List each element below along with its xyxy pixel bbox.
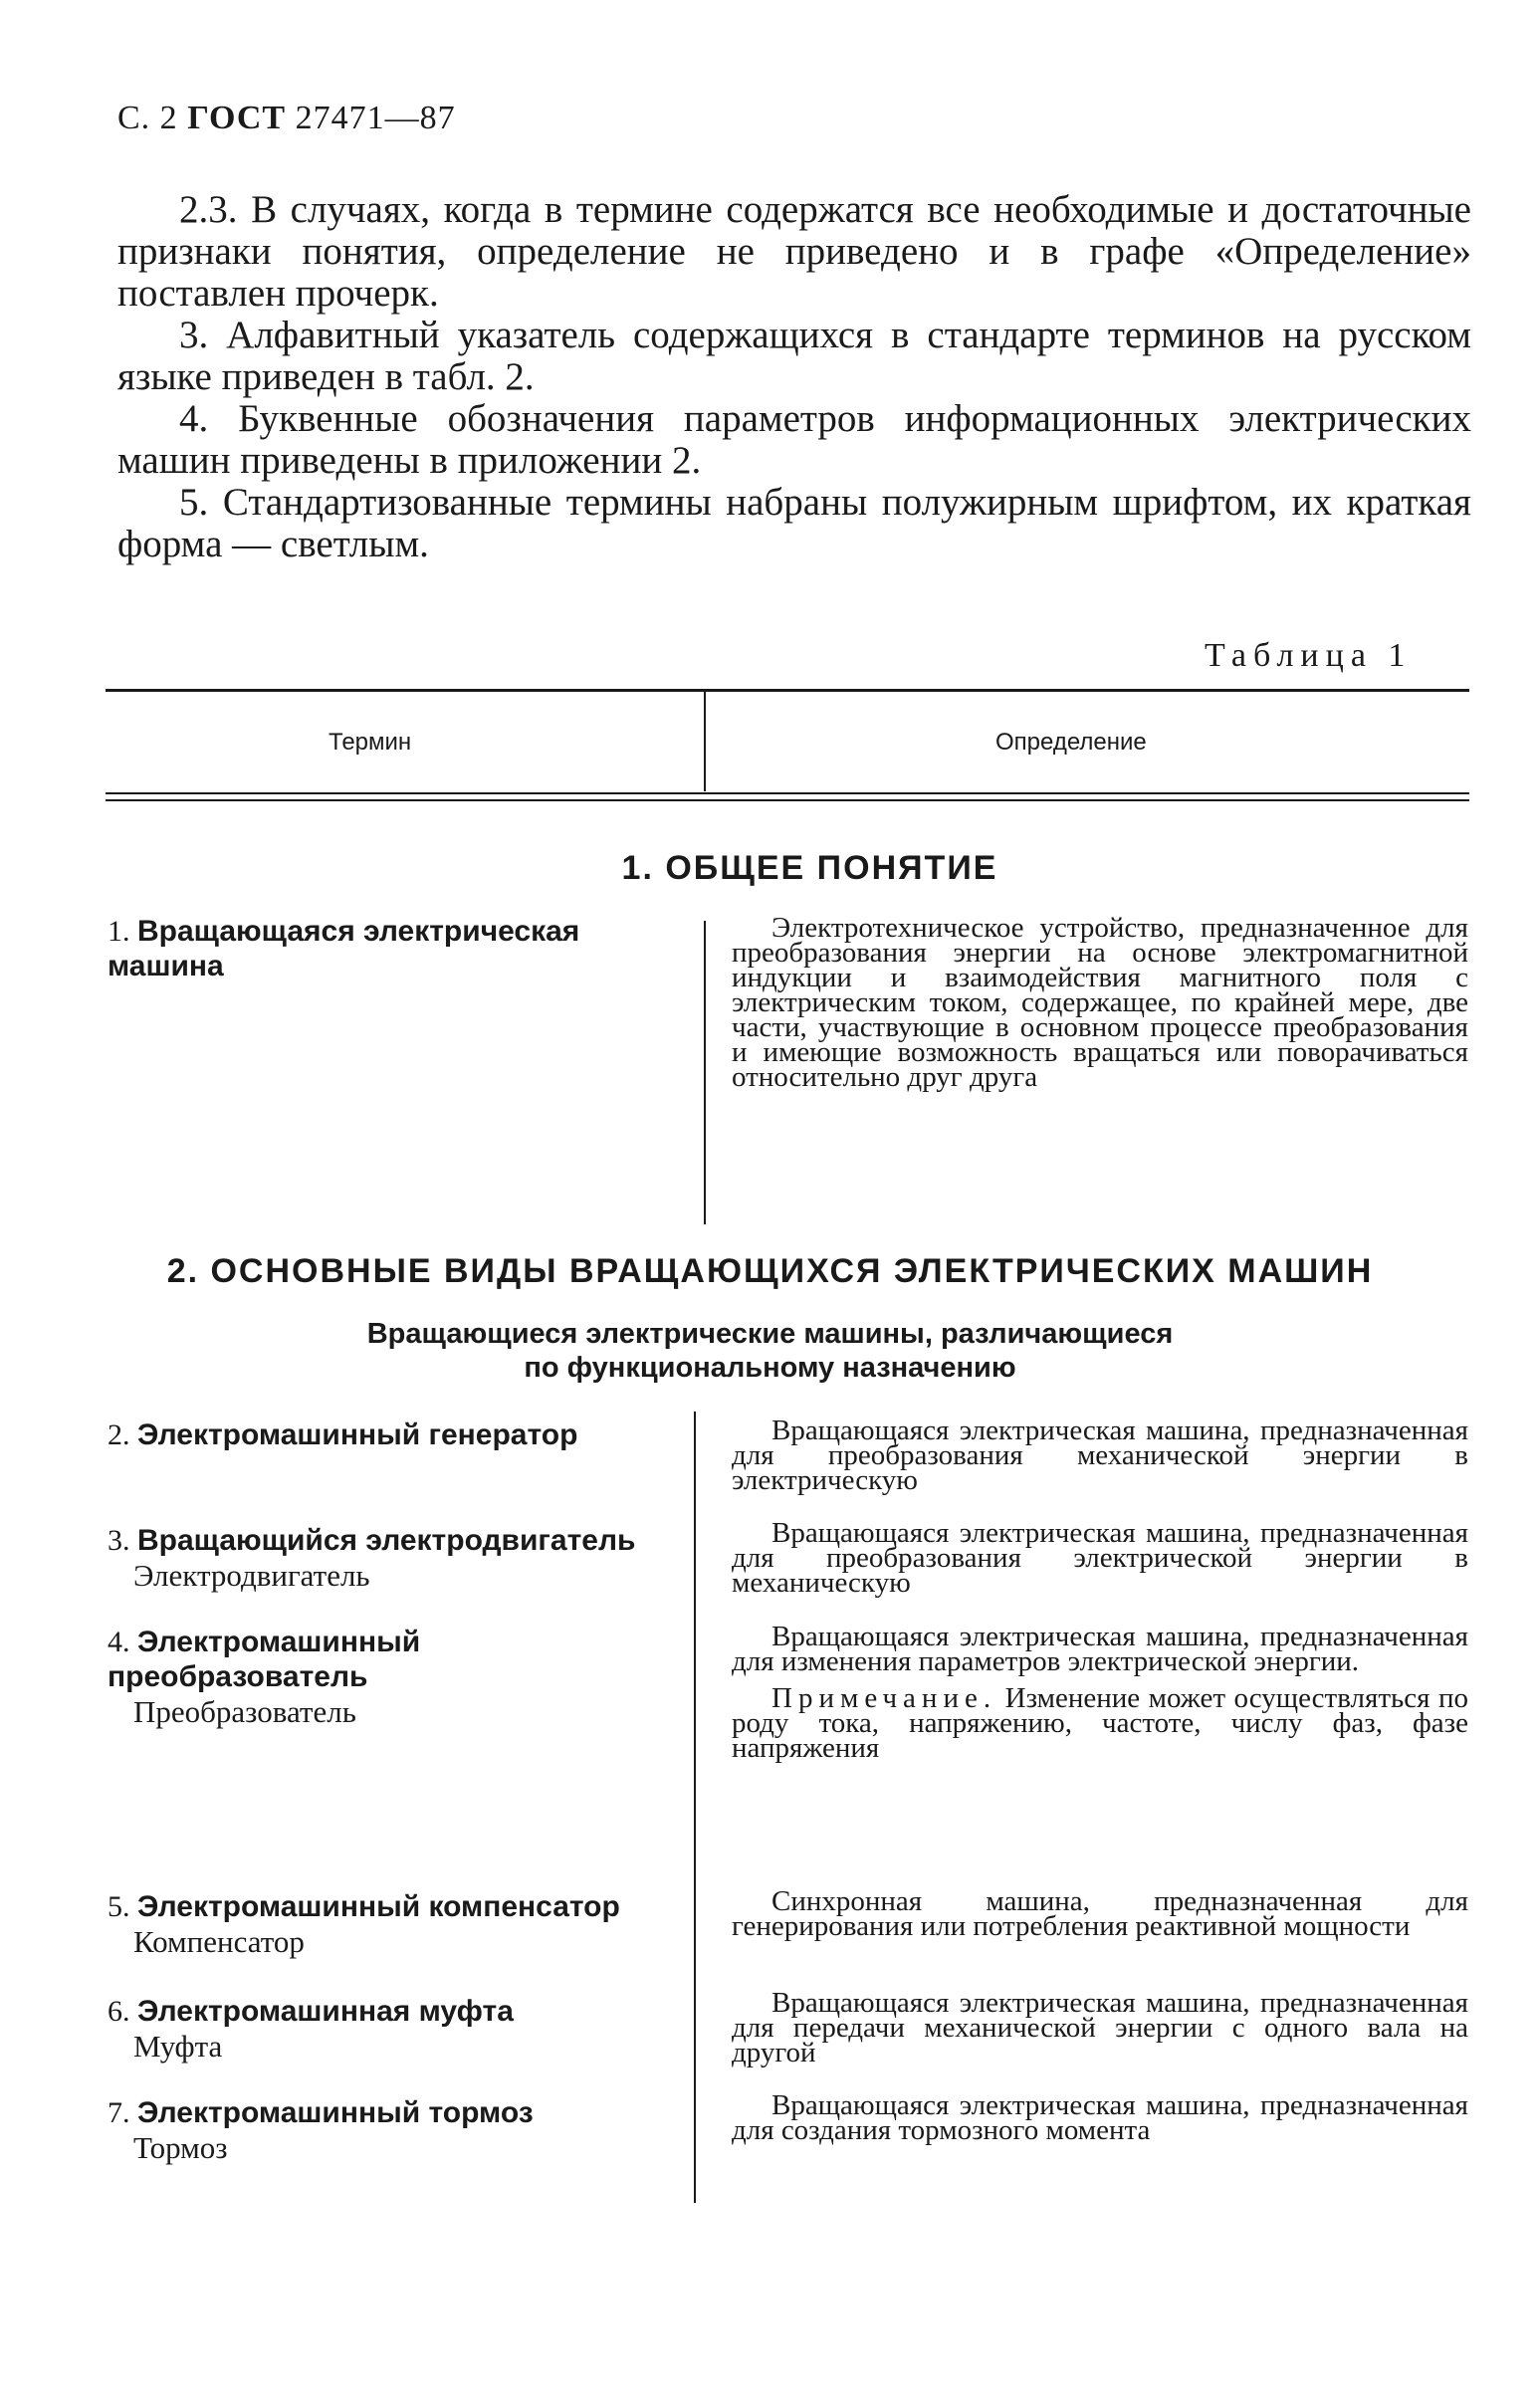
column-divider	[704, 921, 706, 1224]
standard-number: 27471—87	[295, 100, 456, 136]
intro-paragraph: 3. Алфавитный указатель содержащихся в стандарте терминов на русском языке приведен в табл. 2.	[117, 314, 1471, 398]
term-definition	[732, 1517, 1468, 1599]
term-name: Электромашинная муфта	[137, 1995, 514, 2028]
term-definition	[732, 1885, 1468, 1942]
term-short-form: Компенсатор	[133, 1924, 305, 1959]
definition-text: Вращающаяся электрическая машина, предназначенная для создания тормозного момента	[732, 2089, 1468, 2146]
term-definition	[732, 2089, 1468, 2146]
term-number: 2.	[108, 1418, 130, 1451]
term-entry	[108, 914, 685, 983]
term-number: 3.	[108, 1524, 130, 1557]
term-number: 7.	[108, 2096, 130, 2129]
intro-paragraph: 2.3. В случаях, когда в термине содержатся все необходимые и достаточные признаки понятия, определение не приведено и в графе «Определение» поставлен прочерк.	[117, 188, 1471, 315]
column-header-term: Термин	[329, 729, 412, 756]
section-title: 1. ОБЩЕЕ ПОНЯТИЕ	[621, 849, 998, 887]
definition-text: Вращающаяся электрическая машина, предназначенная для изменения параметров электрической энергии.	[732, 1621, 1468, 1677]
column-divider	[694, 1412, 696, 2203]
term-name: Электромашинный компенсатор	[137, 1890, 620, 1923]
term-entry	[108, 2095, 685, 2165]
term-number: 4.	[108, 1626, 130, 1658]
intro-text	[117, 189, 1471, 565]
table-top-rule	[106, 689, 1469, 692]
term-short-form: Электродвигатель	[133, 1558, 370, 1593]
term-definition	[732, 1987, 1468, 2068]
definition-text: Вращающаяся электрическая машина, предназначенная для преобразования механической энергии в электрическую	[732, 1415, 1468, 1496]
subsection-title: Вращающиеся электрические машины, различающиеся	[366, 1318, 1174, 1350]
standard-label: ГОСТ	[187, 100, 287, 136]
term-entry	[108, 1417, 685, 1452]
definition-text: Вращающаяся электрическая машина, предназначенная для преобразования электрической энергии в механическую	[732, 1517, 1468, 1599]
note-text: Изменение может осуществляться по роду тока, напряжению, частоте, числу фаз, фазе напряжения	[732, 1682, 1468, 1764]
term-name: Электромашинный генератор	[137, 1418, 578, 1451]
definition-text: Синхронная машина, предназначенная для генерирования или потребления реактивной мощности	[732, 1885, 1468, 1942]
header-bottom-rule	[106, 792, 1469, 794]
term-entry	[108, 1523, 685, 1593]
note-label: Примечание.	[771, 1682, 997, 1714]
term-number: 5.	[108, 1890, 130, 1923]
definition-text: Вращающаяся электрическая машина, предназначенная для передачи механической энергии с одного вала на другой	[732, 1987, 1468, 2068]
term-name: Вращающийся электродвигатель	[137, 1524, 636, 1557]
definition-note	[732, 1682, 1468, 1764]
page-header	[117, 100, 456, 137]
term-definition	[732, 1415, 1468, 1496]
term-short-form: Тормоз	[133, 2130, 228, 2165]
term-short-form: Муфта	[133, 2029, 223, 2064]
header-column-divider	[704, 692, 706, 791]
term-name: Вращающаяся электрическая машина	[108, 915, 580, 982]
intro-paragraph: 5. Стандартизованные термины набраны полужирным шрифтом, их краткая форма — светлым.	[117, 481, 1471, 565]
column-header-definition: Определение	[995, 729, 1147, 756]
term-entry	[108, 1889, 685, 1959]
section-title: 2. ОСНОВНЫЕ ВИДЫ ВРАЩАЮЩИХСЯ ЭЛЕКТРИЧЕСКИХ МАШИН	[166, 1252, 1374, 1290]
term-number: 1.	[108, 915, 130, 948]
table-caption: Таблица 1	[1205, 637, 1413, 674]
term-name: Электромашинный преобразователь	[108, 1626, 421, 1693]
term-short-form: Преобразователь	[133, 1694, 356, 1729]
subsection-title: по функциональному назначению	[524, 1352, 1016, 1384]
term-name: Электромашинный тормоз	[137, 2096, 534, 2129]
term-definition	[732, 912, 1468, 1093]
term-number: 6.	[108, 1995, 130, 2028]
term-entry	[108, 1994, 685, 2064]
term-definition	[732, 1621, 1468, 1764]
term-entry	[108, 1625, 685, 1729]
header-bottom-rule-double	[106, 799, 1469, 801]
page-number: С. 2	[117, 100, 178, 136]
intro-paragraph: 4. Буквенные обозначения параметров информационных электрических машин приведены в приложении 2.	[117, 397, 1471, 482]
definition-text: Электротехническое устройство, предназначенное для преобразования энергии на основе электромагнитной индукции и взаимодействия магнитного поля с электрическим током, содержащее, по крайней мере, две части, участвующие в основном процессе преобразования и имеющие возможность вращаться или поворачиваться относительно друг друга	[732, 912, 1468, 1093]
